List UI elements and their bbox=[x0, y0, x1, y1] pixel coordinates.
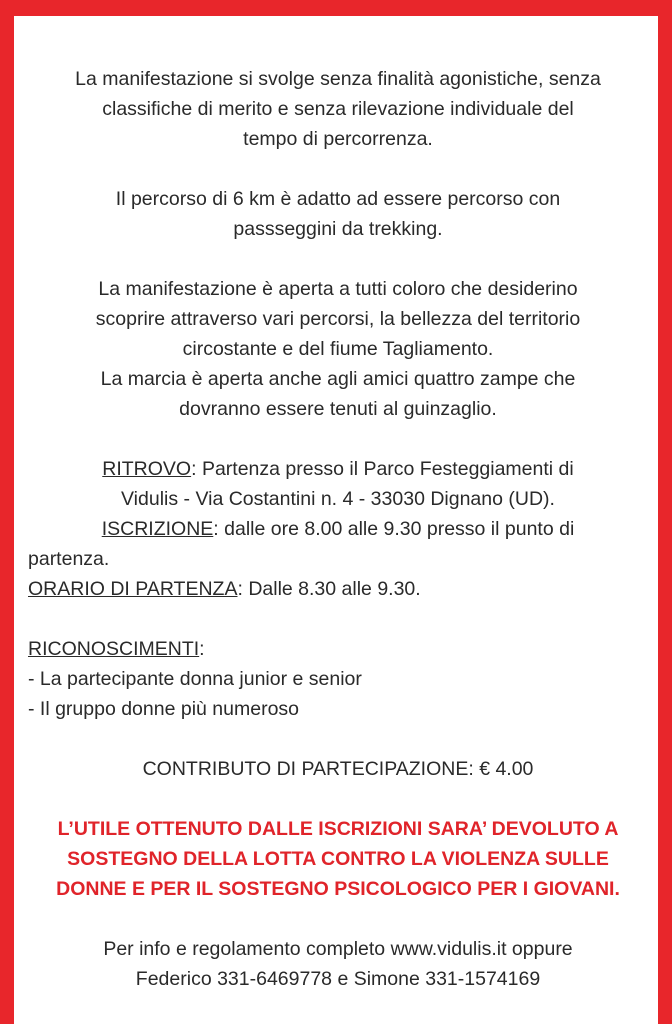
info-block bbox=[28, 454, 648, 604]
charity-line: L’UTILE OTTENUTO DALLE ISCRIZIONI SARA’ DEVOLUTO A bbox=[57, 818, 619, 840]
flyer-page bbox=[14, 16, 658, 1024]
awards-colon: : bbox=[199, 638, 205, 660]
awards-label: RICONOSCIMENTI bbox=[28, 638, 200, 660]
charity-notice bbox=[28, 814, 648, 904]
open-line: La marcia è aperta anche agli amici quattro zampe che bbox=[100, 368, 576, 390]
open-line: circostante e del fiume Tagliamento. bbox=[182, 338, 494, 360]
charity-line: DONNE E PER IL SOSTEGNO PSICOLOGICO PER I GIOVANI. bbox=[56, 878, 620, 900]
awards-heading bbox=[28, 634, 648, 664]
charity-line: SOSTEGNO DELLA LOTTA CONTRO LA VIOLENZA SULLE bbox=[67, 848, 609, 870]
route-line: passseggini da trekking. bbox=[233, 218, 443, 240]
awards-block bbox=[28, 634, 648, 724]
fee-line: CONTRIBUTO DI PARTECIPAZIONE: € 4.00 bbox=[142, 758, 534, 780]
awards-item: - La partecipante donna junior e senior bbox=[28, 668, 362, 690]
intro-line: classifiche di merito e senza rilevazione individuale del bbox=[102, 98, 574, 120]
registration-continued: partenza. bbox=[28, 548, 110, 570]
meeting-line bbox=[28, 454, 648, 484]
contact-line: Federico 331-6469778 e Simone 331-1574169 bbox=[135, 968, 541, 990]
route-line: Il percorso di 6 km è adatto ad essere percorso con bbox=[115, 188, 561, 210]
meeting-label: RITROVO bbox=[102, 458, 192, 480]
departure-text: : Dalle 8.30 alle 9.30. bbox=[237, 578, 421, 600]
intro-paragraph bbox=[28, 64, 648, 154]
flyer-content bbox=[28, 64, 648, 994]
awards-item: - Il gruppo donne più numeroso bbox=[28, 698, 300, 720]
meeting-text: : Partenza presso il Parco Festeggiamenti di bbox=[191, 458, 574, 480]
registration-text: : dalle ore 8.00 alle 9.30 presso il punto di bbox=[213, 518, 575, 540]
route-paragraph bbox=[28, 184, 648, 244]
open-line: dovranno essere tenuti al guinzaglio. bbox=[179, 398, 497, 420]
intro-line: La manifestazione si svolge senza finalità agonistiche, senza bbox=[75, 68, 601, 90]
registration-line bbox=[28, 514, 648, 544]
meeting-address: Vidulis - Via Costantini n. 4 - 33030 Dignano (UD). bbox=[121, 488, 555, 510]
open-line: scoprire attraverso vari percorsi, la bellezza del territorio bbox=[95, 308, 581, 330]
departure-label: ORARIO DI PARTENZA bbox=[28, 578, 238, 600]
contact-block bbox=[28, 934, 648, 994]
intro-line: tempo di percorrenza. bbox=[243, 128, 433, 150]
open-line: La manifestazione è aperta a tutti coloro che desiderino bbox=[98, 278, 578, 300]
contact-line: Per info e regolamento completo www.vidulis.it oppure bbox=[103, 938, 573, 960]
registration-label: ISCRIZIONE bbox=[101, 518, 214, 540]
departure-line bbox=[28, 574, 648, 604]
open-paragraph bbox=[28, 274, 648, 424]
